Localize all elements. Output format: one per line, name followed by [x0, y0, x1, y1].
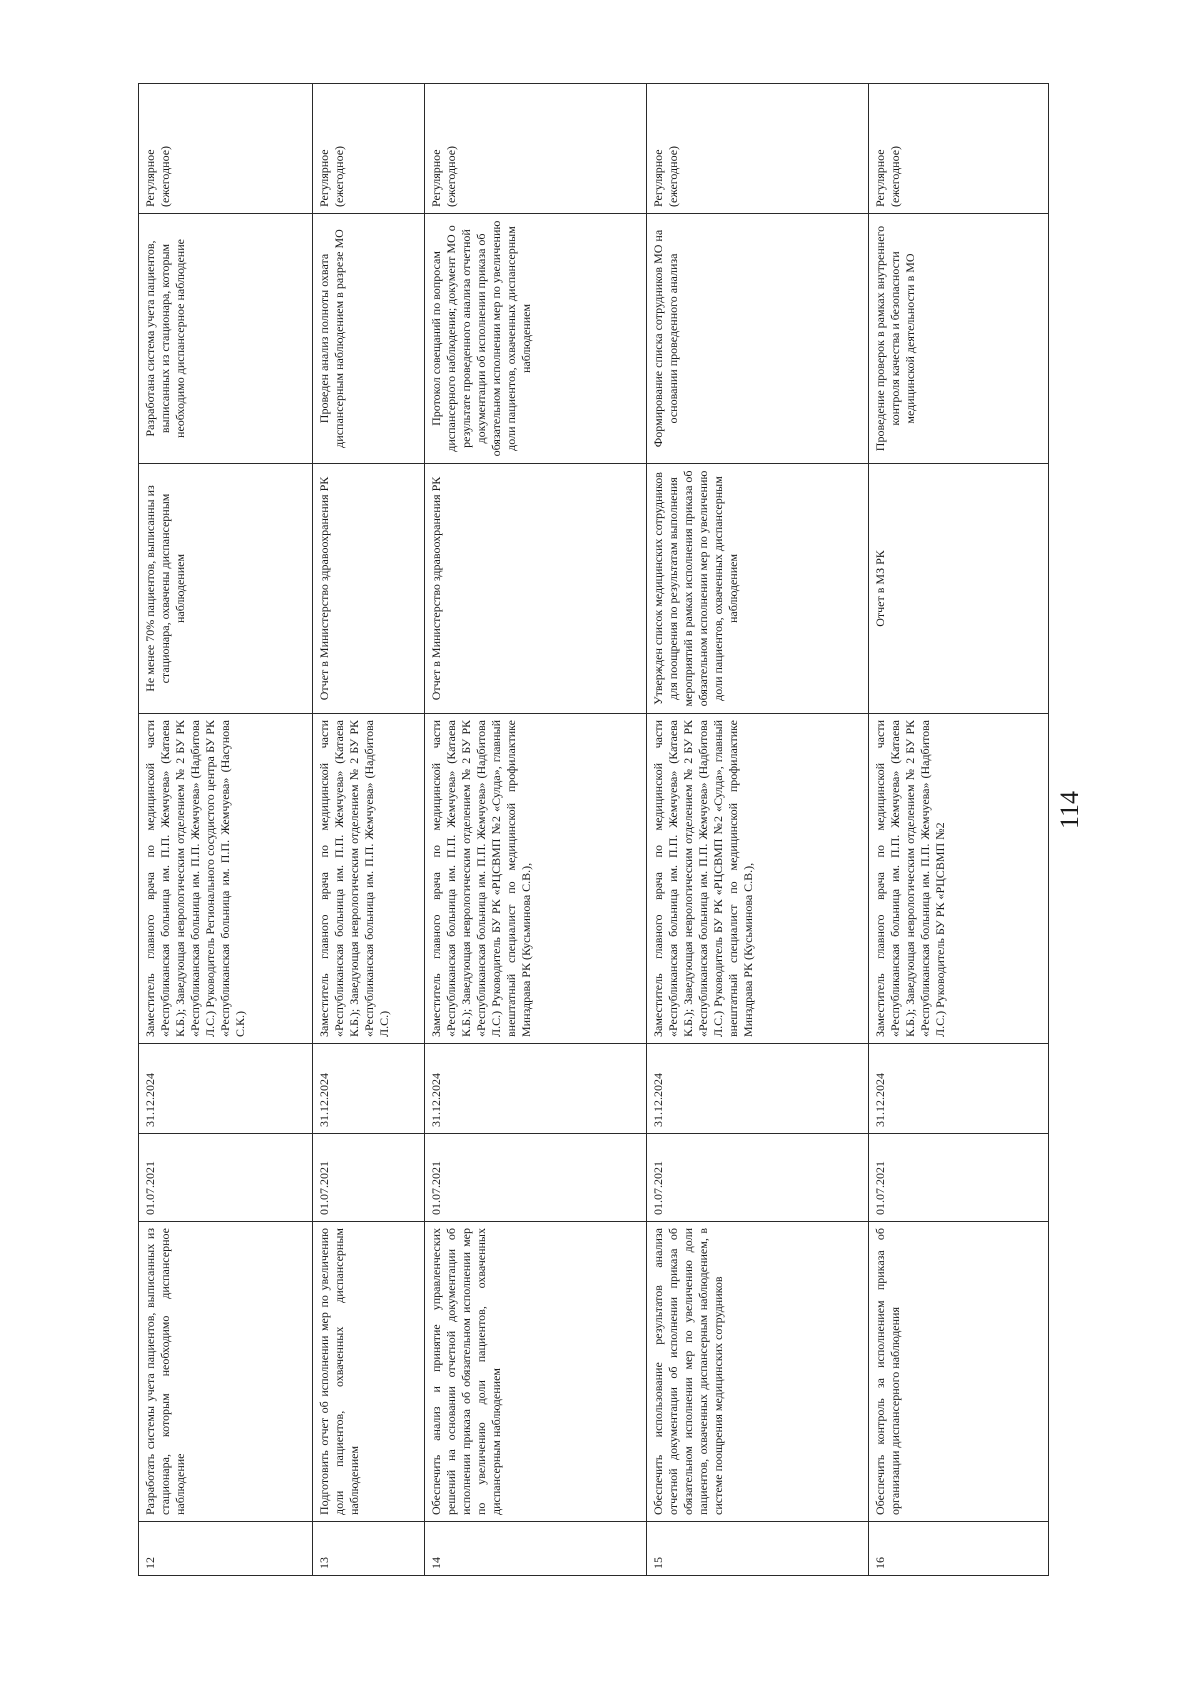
end-date-cell: 31.12.2024 [869, 1044, 1049, 1134]
start-date-cell: 01.07.2021 [647, 1134, 869, 1222]
start-date-cell: 01.07.2021 [869, 1134, 1049, 1222]
end-date-cell: 31.12.2024 [647, 1044, 869, 1134]
result-cell: Проведение проверок в рамках внутреннего контроля качества и безопасности медицинской деятельности в МО [869, 214, 1049, 464]
start-date-cell: 01.07.2021 [425, 1134, 647, 1222]
task-cell: Подготовить отчет об исполнении мер по увеличению доли пациентов, охваченных диспансерным наблюдением [313, 1222, 425, 1522]
end-date-cell: 31.12.2024 [425, 1044, 647, 1134]
table-row [139, 84, 313, 1576]
responsible-cell: Заместитель главного врача по медицинской части «Республиканская больница им. П.П. Жемчуева» (Катаева К.Б.); Заведующая неврологическим отделением № 2 БУ РК «Республиканская больница им. П.П. Жемчуева» (Надбитова Л.С.) Руководитель БУ РК «РЦСВМП №2 [869, 714, 1049, 1044]
start-date-cell: 01.07.2021 [313, 1134, 425, 1222]
row-number: 14 [425, 1522, 647, 1576]
row-number: 15 [647, 1522, 869, 1576]
frequency-cell: Регулярное (ежегодное) [313, 84, 425, 214]
indicator-cell: Отчет в Министерство здравоохранения РК [425, 464, 647, 714]
task-cell: Обеспечить анализ и принятие управленческих решений на основании отчетной документации об исполнении приказа об обязательном исполнении мер по увеличению доли пациентов, охваченных диспансерным наблюдением [425, 1222, 647, 1522]
result-cell: Разработана система учета пациентов, выписанных из стационара, которым необходимо диспансерное наблюдение [139, 214, 313, 464]
frequency-cell: Регулярное (ежегодное) [869, 84, 1049, 214]
row-number: 13 [313, 1522, 425, 1576]
responsible-cell: Заместитель главного врача по медицинской части «Республиканская больница им. П.П. Жемчуева» (Катаева К.Б.); Заведующая неврологическим отделением № 2 БУ РК «Республиканская больница им. П.П. Жемчуева» (Надбитова Л.С.) [313, 714, 425, 1044]
row-number: 12 [139, 1522, 313, 1576]
action-plan-table [138, 83, 1049, 1576]
frequency-cell: Регулярное (ежегодное) [139, 84, 313, 214]
rotated-table-wrapper [138, 84, 1048, 1576]
end-date-cell: 31.12.2024 [139, 1044, 313, 1134]
table-row [869, 84, 1049, 1576]
responsible-cell: Заместитель главного врача по медицинской части «Республиканская больница им. П.П. Жемчуева» (Катаева К.Б.); Заведующая неврологическим отделением № 2 БУ РК «Республиканская больница им. П.П. Жемчуева» (Надбитова Л.С.) Руководитель Регионального сосудистого центра БУ РК «Республиканская больница им. П.П. Жемчуева» (Насунова С.К.) [139, 714, 313, 1044]
start-date-cell: 01.07.2021 [139, 1134, 313, 1222]
frequency-cell: Регулярное (ежегодное) [647, 84, 869, 214]
result-cell: Формирование списка сотрудников МО на основании проведенного анализа [647, 214, 869, 464]
indicator-cell: Не менее 70% пациентов, выписанны из стационара, охвачены диспансерным наблюдением [139, 464, 313, 714]
task-cell: Обеспечить контроль за исполнением приказа об организации диспансерного наблюдения [869, 1222, 1049, 1522]
responsible-cell: Заместитель главного врача по медицинской части «Республиканская больница им. П.П. Жемчуева» (Катаева К.Б.); Заведующая неврологическим отделением № 2 БУ РК «Республиканская больница им. П.П. Жемчуева» (Надбитова Л.С.) Руководитель БУ РК «РЦСВМП №2 «Сулда», главный внештатный специалист по медицинской профилактике Минздрава РК (Кусьминова С.В.), [425, 714, 647, 1044]
table-row [647, 84, 869, 1576]
frequency-cell: Регулярное (ежегодное) [425, 84, 647, 214]
table-row [425, 84, 647, 1576]
indicator-cell: Отчет в МЗ РК [869, 464, 1049, 714]
indicator-cell: Утвержден список медицинских сотрудников для поощрения по результатам выполнения мероприятий в рамках исполнения приказа об обязательном исполнении мер по увеличению доли пациентов, охваченных диспансерным наблюдением [647, 464, 869, 714]
task-cell: Обеспечить использование результатов анализа отчетной документации об исполнении приказа об обязательном исполнении мер по увеличению доли пациентов, охваченных диспансерным наблюдением, в системе поощрения медицинских сотрудников [647, 1222, 869, 1522]
page-number: 114 [1055, 790, 1084, 830]
task-cell: Разработать системы учета пациентов, выписанных из стационара, которым необходимо диспансерное наблюдение [139, 1222, 313, 1522]
responsible-cell: Заместитель главного врача по медицинской части «Республиканская больница им. П.П. Жемчуева» (Катаева К.Б.); Заведующая неврологическим отделением № 2 БУ РК «Республиканская больница им. П.П. Жемчуева» (Надбитова Л.С.) Руководитель БУ РК «РЦСВМП №2 «Сулда», главный внештатный специалист по медицинской профилактике Минздрава РК (Кусьминова С.В.), [647, 714, 869, 1044]
indicator-cell: Отчет в Министерство здравоохранения РК [313, 464, 425, 714]
result-cell: Проведен анализ полноты охвата диспансерным наблюдением в разрезе МО [313, 214, 425, 464]
end-date-cell: 31.12.2024 [313, 1044, 425, 1134]
row-number: 16 [869, 1522, 1049, 1576]
result-cell: Протокол совещаний по вопросам диспансерного наблюдения; документ МО о результате проведенного анализа отчетной документации об исполнении приказа об обязательном исполнении мер по увеличению доли пациентов, охваченных диспансерным наблюдением [425, 214, 647, 464]
table-row [313, 84, 425, 1576]
